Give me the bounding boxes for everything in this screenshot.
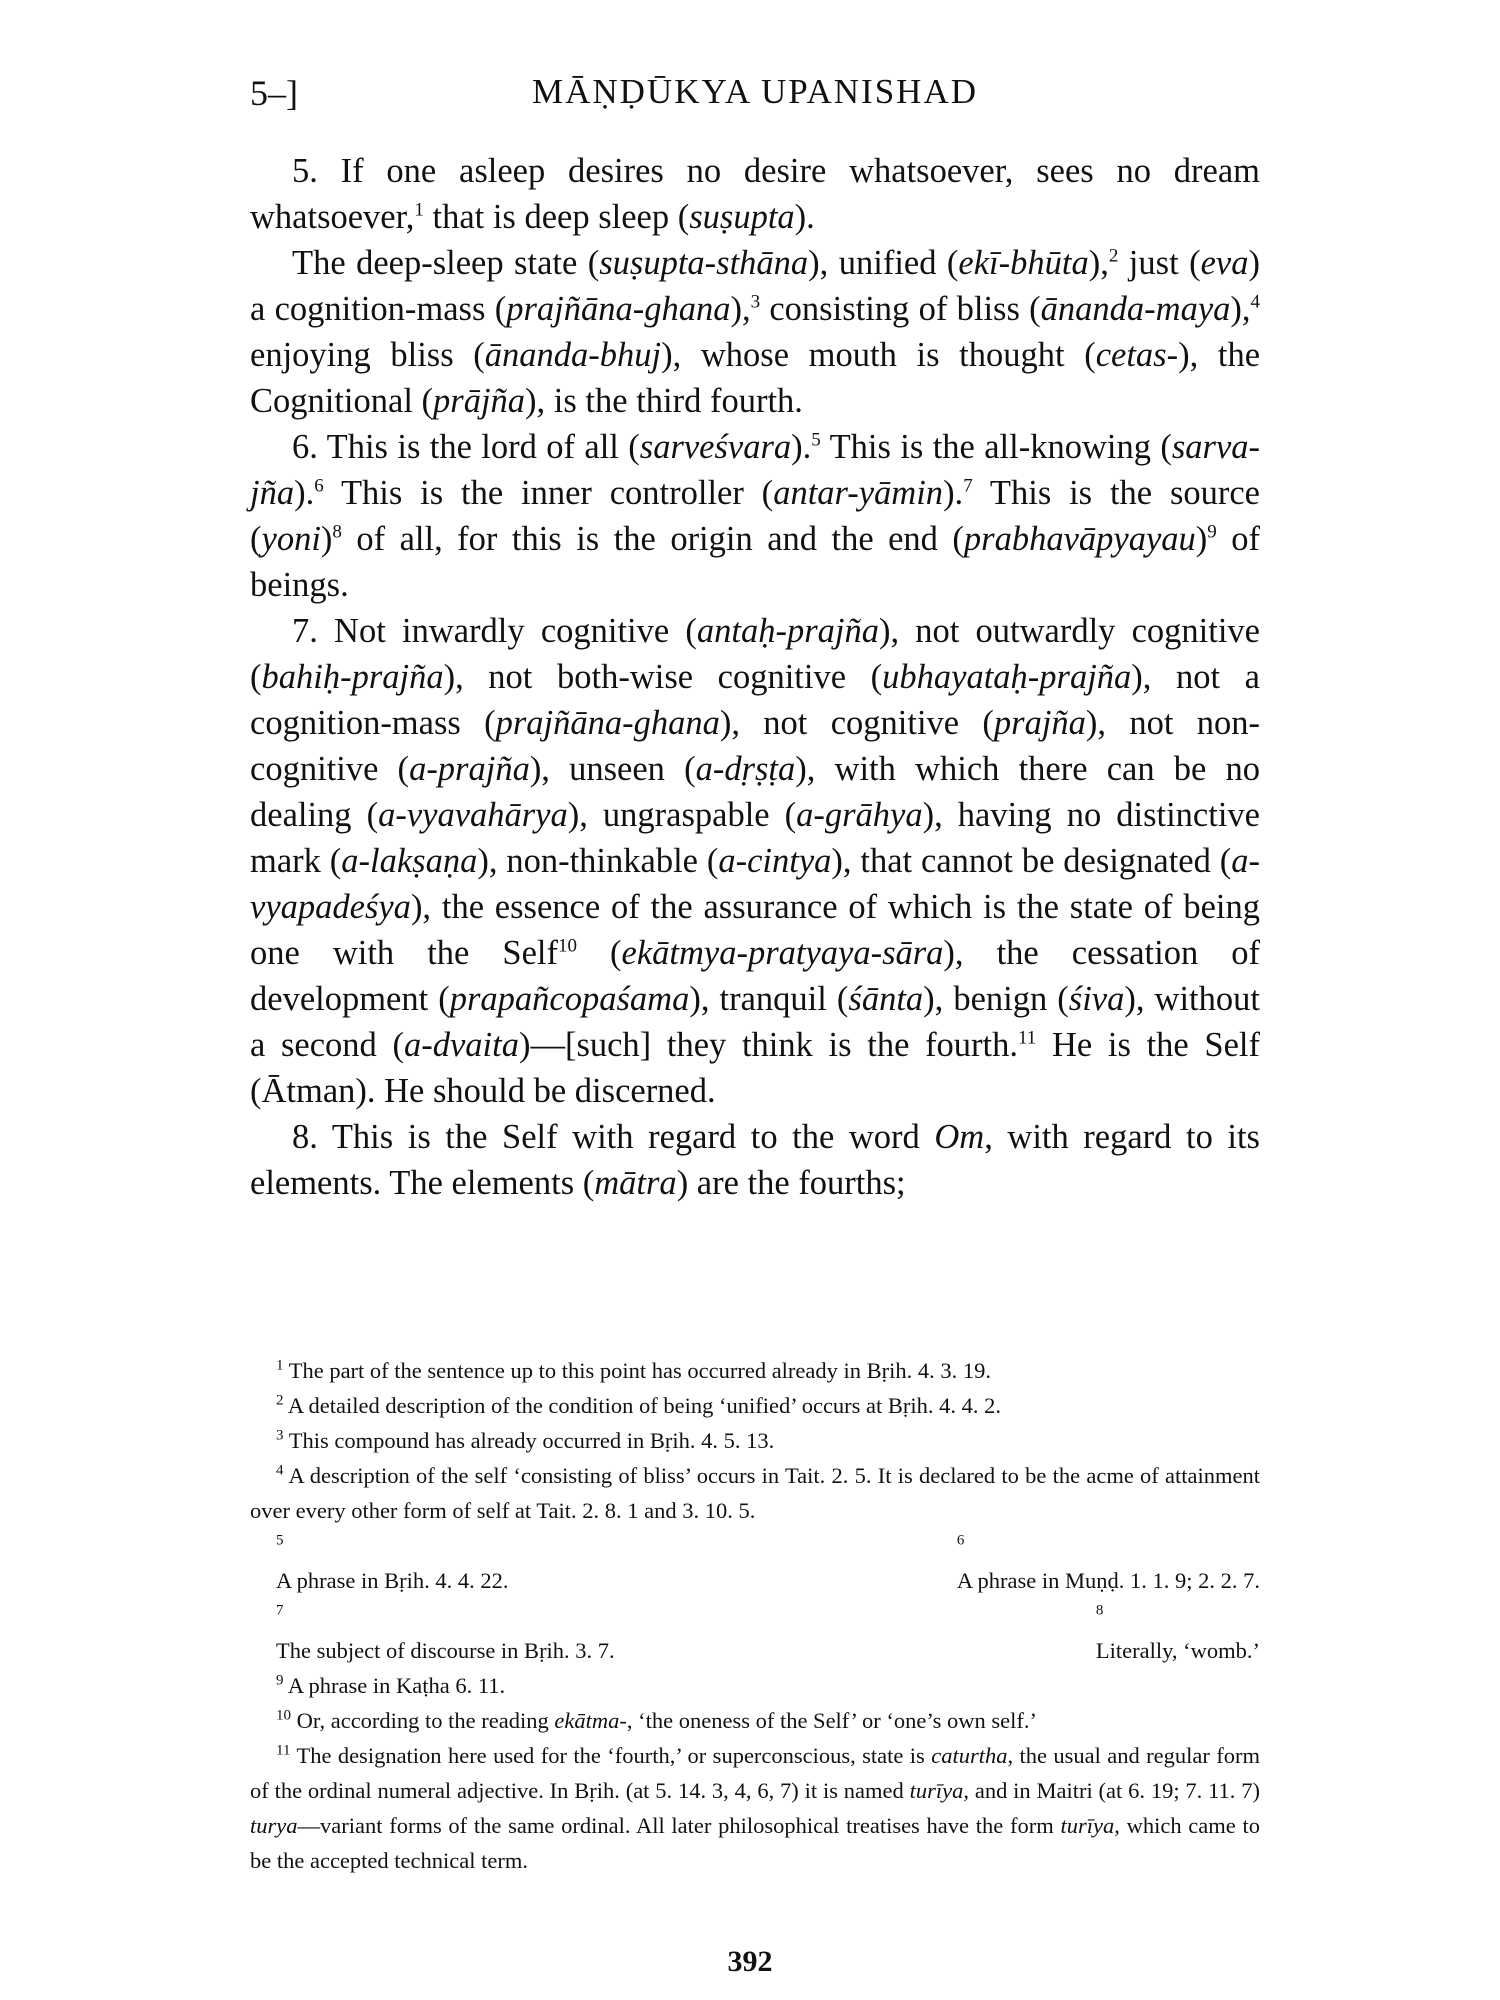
footnote-ref[interactable]: 3: [750, 291, 761, 313]
footnote-5: $^5$ A phrase in Bṛih. 4. 4. 22.: [276, 1532, 509, 1593]
footnote-2: $^2$ A detailed description of the condition of being ‘unified’ occurs at Bṛih. 4. 4. 2.: [276, 1392, 1002, 1418]
footnote-9: $^9$ A phrase in Kaṭha 6. 11.: [276, 1672, 506, 1698]
footnote-row-5-6: [250, 1528, 1260, 1598]
paragraph-6: 6. This is the lord of all (sarveśvara).$^5$ This is the all-knowing (sarva-jña).$^6$ This is the inner controller (antar-yāmin).$^7$ This is the source (yoni)$^8$ of all, for this is the origin and the end (prabhavāpyayau)$^9$ of beings.: [250, 428, 1260, 604]
footnote-7: $^7$ The subject of discourse in Bṛih. 3. 7.: [276, 1602, 615, 1663]
footnote-row-7-8: [250, 1598, 1260, 1668]
footnote-6: $^6$ A phrase in Muṇḍ. 1. 1. 9; 2. 2. 7.: [956, 1532, 1260, 1593]
footnotes: [250, 1353, 1260, 1878]
page-title: MĀṆḌŪKYA UPANISHAD: [531, 72, 979, 111]
footnote-ref[interactable]: 10: [557, 935, 577, 957]
paragraph-7: 7. Not inwardly cognitive (antaḥ-prajña), not outwardly cognitive (bahiḥ-prajña), not both-wise cognitive (ubhayataḥ-prajña), not a cognition-mass (prajñāna-ghana), not cognitive (prajña), not non-cognitive (a-prajña), unseen (a-dṛṣṭa), with which there can be no dealing (a-vyavahārya), ungraspable (a-grāhya), having no distinctive mark (a-lakṣaṇa), non-thinkable (a-cintya), that cannot be designated (a-vyapadeśya), the essence of the assurance of which is the state of being one with the Self$^{10}$ (ekātmya-pratyaya-sāra), the cessation of development (prapañcopaśama), tranquil (śānta), benign (śiva), without a second (a-dvaita)—[such] they think is the fourth.$^{11}$ He is the Self (Ātman). He should be discerned.: [250, 612, 1261, 1110]
footnote-ref[interactable]: 4: [1250, 291, 1261, 313]
footnote-ref[interactable]: 7: [963, 475, 973, 497]
footnote-ref[interactable]: 1: [414, 199, 424, 221]
paragraph-deep-sleep: The deep-sleep state (suṣupta-sthāna), unified (ekī-bhūta),$^2$ just (eva) a cognition-mass (prajñāna-ghana),$^3$ consisting of bliss (ānanda-maya),$^4$ enjoying bliss (ānanda-bhuj), whose mouth is thought (cetas-), the Cognitional (prājña), is the third fourth.: [250, 244, 1261, 420]
footnote-ref[interactable]: 9: [1207, 521, 1217, 543]
footnote-8: $^8$ Literally, ‘womb.’: [1095, 1602, 1260, 1663]
footnote-ref[interactable]: 2: [1108, 245, 1119, 267]
footnote-ref[interactable]: 11: [1018, 1027, 1037, 1049]
footnote-ref[interactable]: 5: [811, 429, 821, 451]
paragraph-5: 5. If one asleep desires no desire whatsoever, sees no dream whatsoever,$^1$ that is deep sleep (suṣupta).: [250, 152, 1260, 236]
paragraph-8: 8. This is the Self with regard to the word Om, with regard to its elements. The elements (mātra) are the fourths;: [250, 1118, 1260, 1202]
footnote-3: $^3$ This compound has already occurred in Bṛih. 4. 5. 13.: [276, 1427, 775, 1453]
footnote-11: $^{11}$ The designation here used for the ‘fourth,’ or superconscious, state is caturtha, the usual and regular form of the ordinal numeral adjective. In Bṛih. (at 5. 14. 3, 4, 6, 7) it is named turīya, and in Maitri (at 6. 19; 7. 11. 7) turya—variant forms of the same ordinal. All later philosophical treatises have the form turīya, which came to be the accepted technical term.: [250, 1742, 1260, 1873]
page-number: 392: [727, 1945, 773, 1978]
main-text: [250, 148, 1260, 1206]
footnote-10: $^{10}$ Or, according to the reading ekātma-, ‘the oneness of the Self’ or ‘one’s own self.’: [276, 1707, 1037, 1733]
running-header: [250, 72, 1260, 132]
footnote-4: $^4$ A description of the self ‘consisting of bliss’ occurs in Tait. 2. 5. It is declared to be the acme of attainment over every other form of self at Tait. 2. 8. 1 and 3. 10. 5.: [250, 1462, 1260, 1523]
footnote-ref[interactable]: 6: [314, 475, 324, 497]
section-reference: 5–]: [250, 73, 298, 113]
footnote-ref[interactable]: 8: [332, 521, 342, 543]
footnote-1: $^1$ The part of the sentence up to this point has occurred already in Bṛih. 4. 3. 19.: [276, 1357, 992, 1383]
